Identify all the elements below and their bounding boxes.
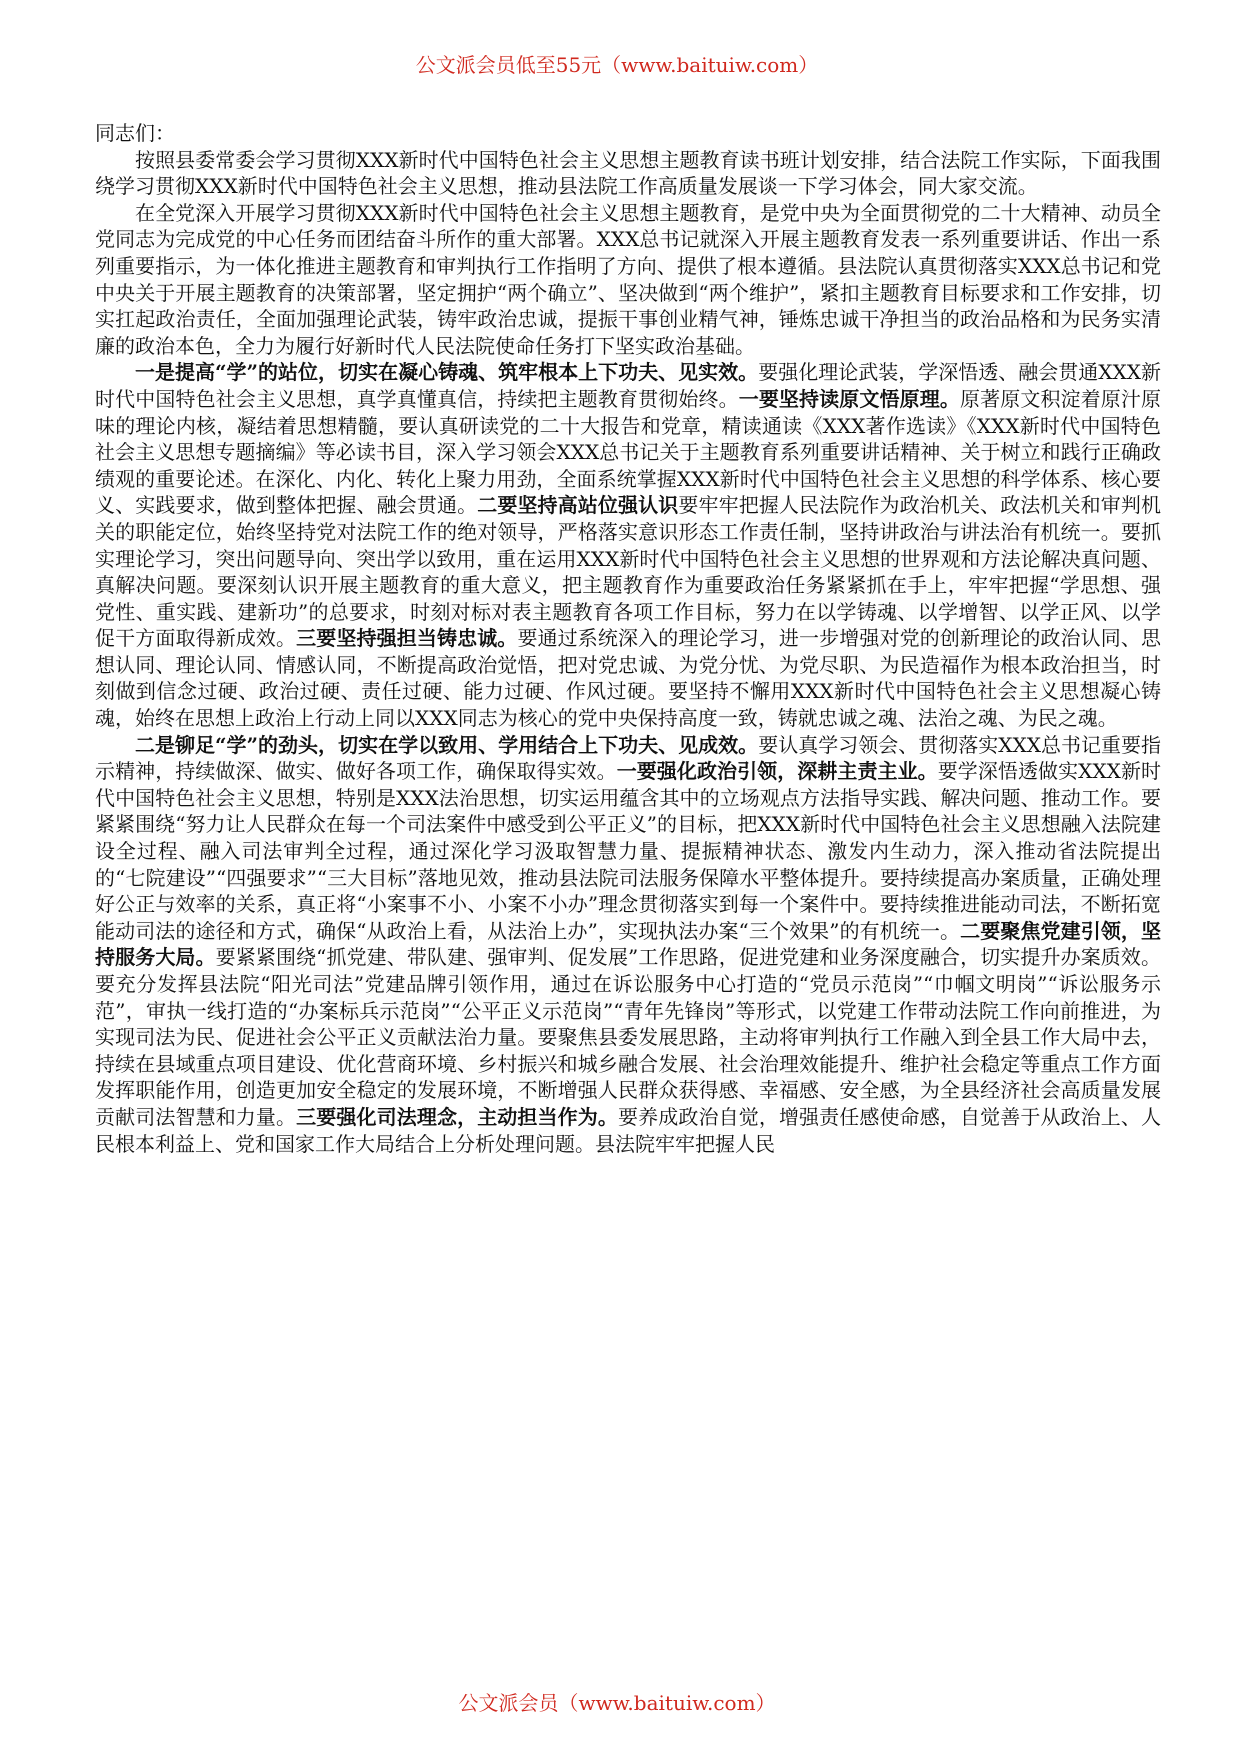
- bold-heading-run: 一是提高“学”的站位，切实在凝心铸魂、筑牢根本上下功夫、见实效。: [135, 360, 759, 385]
- body-paragraph: [95, 200, 1161, 360]
- text-run: 在全党深入开展学习贯彻XXX新时代中国特色社会主义思想主题教育，是党中央为全面贯彻党的二十大精神、动员全党同志为完成党的中心任务而团结奋斗所作的重大部署。XXX总书记就深入开展主题教育发表一系列重要讲话、作出一系列重要指示，为一体化推进主题教育和审判执行工作指明了方向、提供了根本遵循。县法院认真贯彻落实XXX总书记和党中央关于开展主题教育的决策部署，坚定拥护“两个确立”、坚决做到“两个维护”，紧扣主题教育目标要求和工作安排，切实扛起政治责任，全面加强理论武装，铸牢政治忠诚，提振干事创业精气神，锤炼忠诚干净担当的政治品格和为民务实清廉的政治本色，全力为履行好新时代人民法院使命任务打下坚实政治基础。: [95, 200, 1161, 358]
- bold-heading-run: 二要坚持高站位强认识: [477, 493, 679, 518]
- text-run: 按照县委常委会学习贯彻XXX新时代中国特色社会主义思想主题教育读书班计划安排，结合法院工作实际，下面我围绕学习贯彻XXX新时代中国特色社会主义思想，推动县法院工作高质量发展谈一下学习体会，同大家交流。: [95, 147, 1161, 199]
- bold-heading-run: 二要聚焦党建引领，坚持服务大局。: [95, 918, 1162, 970]
- text-run: 要紧紧围绕“抓党建、带队建、强审判、促发展”工作思路，促进党建和业务深度融合，切实提升办案质效。要充分发挥县法院“阳光司法”党建品牌引领作用，通过在诉讼服务中心打造的“党员示范岗”“巾帼文明岗”“诉讼服务示范”，审执一线打造的“办案标兵示范岗”“公平正义示范岗”“青年先锋岗”等形式，以党建工作带动法院工作向前推进，为实现司法为民、促进社会公平正义贡献法治力量。要聚焦县委发展思路，主动将审判执行工作融入到全县工作大局中去，持续在县域重点项目建设、优化营商环境、乡村振兴和城乡融合发展、社会治理效能提升、维护社会稳定等重点工作方面发挥职能作用，创造更加安全稳定的发展环境，不断增强人民群众获得感、幸福感、安全感，为全县经济社会高质量发展贡献司法智慧和力量。: [95, 945, 1162, 1129]
- text-run: 要通过系统深入的理论学习，进一步增强对党的创新理论的政治认同、思想认同、理论认同、情感认同，不断提高政治觉悟，把对党忠诚、为党分忧、为党尽职、为民造福作为根本政治担当，时刻做到信念过硬、政治过硬、责任过硬、能力过硬、作风过硬。要坚持不懈用XXX新时代中国特色社会主义思想凝心铸魂，始终在思想上政治上行动上同以XXX同志为核心的党中央保持高度一致，铸就忠诚之魂、法治之魂、为民之魂。: [95, 626, 1162, 731]
- bold-heading-run: 三要坚持强担当铸忠诚。: [296, 626, 518, 651]
- body-paragraph: [95, 359, 1161, 731]
- text-run: 要养成政治自觉，增强责任感使命感，自觉善于从政治上、人民根本利益上、党和国家工作大局结合上分析处理问题。县法院牢牢把握人民: [95, 1104, 1162, 1156]
- text-run: 要牢牢把握人民法院作为政治机关、政法机关和审判机关的职能定位，始终坚持党对法院工作的绝对领导，严格落实意识形态工作责任制，坚持讲政治与讲法治有机统一。要抓实理论学习，突出问题导向、突出学以致用，重在运用XXX新时代中国特色社会主义思想的世界观和方法论解决真问题、真解决问题。要深刻认识开展主题教育的重大意义，把主题教育作为重要政治任务紧紧抓在手上，牢牢把握“学思想、强党性、重实践、建新功”的总要求，时刻对标对表主题教育各项工作目标，努力在以学铸魂、以学增智、以学正风、以学促干方面取得新成效。: [95, 493, 1162, 651]
- text-run: 原著原文积淀着原汁原味的理论内核，凝结着思想精髓，要认真研读党的二十大报告和党章，精读通读《XXX著作选读》《XXX新时代中国特色社会主义思想专题摘编》等必读书目，深入学习领会XXX总书记关于主题教育系列重要讲话精神、关于树立和践行正确政绩观的重要论述。在深化、内化、转化上聚力用劲，全面系统掌握XXX新时代中国特色社会主义思想的科学体系、核心要义、实践要求，做到整体把握、融会贯通。: [95, 386, 1162, 518]
- document-body: [95, 120, 1161, 1157]
- text-run: 要学深悟透做实XXX新时代中国特色社会主义思想，特别是XXX法治思想，切实运用蕴含其中的立场观点方法指导实践、解决问题、推动工作。要紧紧围绕“努力让人民群众在每一个司法案件中感受到公平正义”的目标，把XXX新时代中国特色社会主义思想融入法院建设全过程、融入司法审判全过程，通过深化学习汲取智慧力量、提振精神状态、激发内生动力，深入推动省法院提出的“七院建设”“四强要求”“三大目标”落地见效，推动县法院司法服务保障水平整体提升。要持续提高办案质量，正确处理好公正与效率的关系，真正将“小案事不小、小案不小办”理念贯彻落实到每一个案件中。要持续推进能动司法，不断拓宽能动司法的途径和方式，确保“从政治上看，从法治上办”，实现执法办案“三个效果”的有机统一。: [95, 759, 1162, 943]
- body-paragraph: [95, 147, 1161, 200]
- page-header-watermark: 公文派会员低至55元（www.baituiw.com）: [415, 53, 819, 77]
- text-run: 要认真学习领会、贯彻落实XXX总书记重要指示精神，持续做深、做实、做好各项工作，确保取得实效。: [95, 732, 1161, 784]
- text-run: 要强化理论武装，学深悟透、融会贯通XXX新时代中国特色社会主义思想，真学真懂真信，持续把主题教育贯彻始终。: [95, 360, 1161, 411]
- salutation: 同志们：: [95, 121, 175, 145]
- body-paragraph: [95, 732, 1161, 1158]
- bold-heading-run: 一要强化政治引领，深耕主责主业。: [616, 759, 938, 784]
- paragraphs: [95, 147, 1161, 1158]
- bold-heading-run: 二是铆足“学”的劲头，切实在学以致用、学用结合上下功夫、见成效。: [135, 732, 759, 757]
- bold-heading-run: 一要坚持读原文悟原理。: [738, 386, 960, 411]
- bold-heading-run: 三要强化司法理念，主动担当作为。: [296, 1104, 619, 1129]
- page-footer-watermark: 公文派会员（www.baituiw.com）: [458, 1691, 776, 1715]
